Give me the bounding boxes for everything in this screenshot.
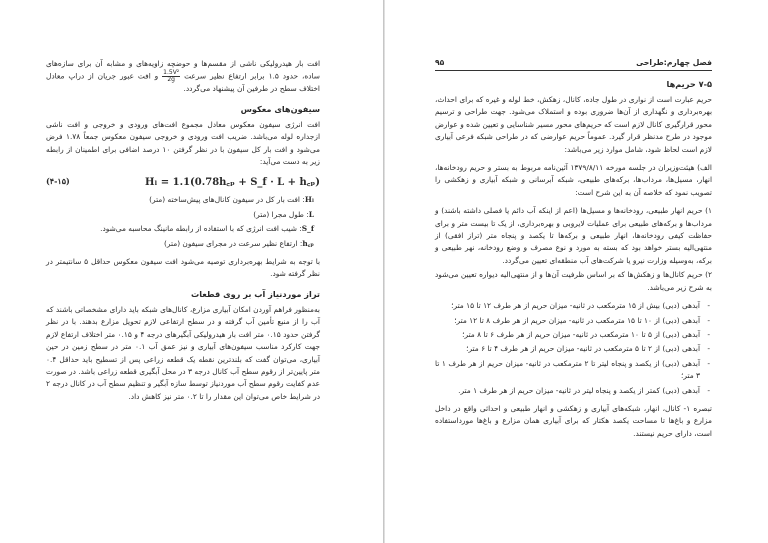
right-page bbox=[385, 0, 768, 543]
list-item: - آبدهی (دبی) از ۲ تا ۵ مترمکعب در ثانیه- میزان حریم از هر طرف ۴ تا ۶ متر؛ bbox=[435, 343, 712, 355]
left-intro bbox=[46, 58, 320, 96]
running-header bbox=[435, 58, 712, 71]
water-level-heading: تراز موردنیاز آب بر روی قطعات bbox=[190, 288, 320, 299]
list-item: ۱) حریم انهار طبیعی، رودخانه‌ها و مسیل‌ها (اعم از اینکه آب دائم یا فصلی داشته باشند) و مرداب‌ها و برکه‌های طبیعی برای عملیات لایروبی و بهره‌برداری، از یک تا بیست متر و برای حفاظت کیفی رودخانه‌ها، انهار طبیعی و برکه‌ها تا یکصد و پنجاه متر (تراز افقی) از منتهی‌الیه بستر خواهد بود که بسته به مورد و نوع مصرف و وضع رودخانه، نهر طبیعی و برکه، به‌وسیله وزارت نیرو یا شرکت‌های آب منطقه‌ای تعیین می‌گردد. bbox=[435, 206, 712, 265]
list-item: - آبدهی (دبی) از یکصد و پنجاه لیتر تا ۲ مترمکعب در ثانیه- میزان حریم از هر طرف ۱ تا ۳ متر؛ bbox=[435, 358, 712, 383]
page-number: ۹۵ bbox=[435, 58, 445, 67]
fraction-denominator: 2g bbox=[167, 76, 175, 84]
definition-symbol: L bbox=[308, 209, 314, 219]
siphon-note: با توجه به شرایط بهره‌برداری توصیه می‌شود افت سیفون معکوس حداقل ۵ سانتیمتر در نظر گرفته شود. bbox=[46, 257, 320, 279]
definition-text: : ارتفاع نظیر سرعت در مجرای سیفون (متر) bbox=[164, 238, 303, 248]
siphon-heading: سیفون‌های معکوس bbox=[240, 103, 320, 114]
definition-symbol: Hₗ bbox=[304, 195, 314, 205]
paragraph-alef: الف) هیئت‌وزیران در جلسه مورخه ۱۳۷۹/۸/۱۱ آئین‌نامه مربوط به بستر و حریم رودخانه‌ها، انهار، مسیل‌ها، مرداب‌ها، برکه‌های طبیعی، شبکه آبرسانی و شبکه آبیاری و زهکشی را تصویب نمود که خلاصه آن به این شرح است: bbox=[435, 163, 712, 197]
section-heading: ۷-۵ حریم‌ها bbox=[666, 79, 712, 89]
list-item: - آبدهی (دبی) از ۵ تا ۱۰ مترمکعب در ثانیه- میزان حریم از هر طرف ۶ تا ۸ متر؛ bbox=[435, 329, 712, 341]
definition-symbol: h꜀ₚ bbox=[302, 238, 314, 248]
water-level-paragraph: به‌منظور فراهم آوردن امکان آبیاری مزارع، کانال‌های شبکه باید دارای مشخصاتی باشند که آب را از منبع تأمین آب گرفته و در سطح ارتفاعی لازم تحویل مزارع بدهند. با در نظر گرفتن حدود ۰.۱۵ متر افت بار هیدرولیکی آبگیرهای درجه ۴ و ۰.۱۵ متر اختلاف ارتفاع لازم جهت کارکرد مناسب سیفون‌های آبیاری و نیز عمق آب ۰.۱ متر در سطح زمین در حین آبیاری، می‌توان گفت که بلندترین نقطه یک قطعه زراعی پس از تسطیح باید حداقل ۰.۴ متر پایین‌تر از رقوم سطح آب کانال درجه ۳ در محل آبگیری قطعه زراعی باشد. در صورت عدم کفایت رقوم سطح آب موردنیاز توسط سازه آبگیر و تنظیم سطح آب در کانال درجه ۲ در شرایط خاص می‌توان این مقدار را تا ۰.۲ متر نیز کاهش داد. bbox=[46, 304, 320, 401]
definition-text: : شیب افت انرژی که با استفاده از رابطه مانینگ محاسبه می‌شود. bbox=[100, 224, 302, 234]
left-intro-text: افت بار هیدرولیکی ناشی از مقسم‌ها و حوضچه زاویه‌های و مشابه آن برای سازه‌های ساده، حدود ۱.۵ برابر ارتفاع نظیر سرعت bbox=[46, 59, 320, 81]
definition-l bbox=[46, 209, 320, 221]
formula-definitions bbox=[46, 194, 320, 250]
definition-text: : افت بار کل در سیفون کانال‌های پیش‌ساخته (متر) bbox=[149, 195, 305, 205]
siphon-paragraph: افت انرژی سیفون معکوس معادل مجموع افت‌های ورودی و خروجی و افت ناشی ازجداره لوله می‌باشد. ضریب افت ورودی و خروجی سیفون معکوس جمعاً ۱.۷۸ فرض می‌شود و افت بار کل سیفون با در نظر گرفتن ۱۰ درصد اضافی برای اطمینان از رابطه زیر به دست می‌آید: bbox=[46, 119, 320, 167]
formula-number: (۴-۱۵) bbox=[46, 176, 70, 187]
left-intro-tail: و افت عبور جریان از دراپ معادل اختلاف سطح در طرفین آن پیشنهاد می‌گردد. bbox=[46, 71, 320, 94]
list-item: ۲) حریم کانال‌ها و زهکش‌ها که بر اساس ظرفیت آن‌ها و از منتهی‌الیه دیواره تعیین می‌شود به شرح زیر می‌باشد. bbox=[435, 270, 712, 292]
velocity-head-fraction bbox=[162, 70, 180, 83]
siphon-formula bbox=[46, 174, 320, 188]
note-1: تبصره ۱- کانال، انهار، شبکه‌های آبیاری و زهکشی و انهار طبیعی و احداثی واقع در داخل مزارع و باغ‌ها تا مساحت یکصد هکتار که برای آبیاری همان مزارع و باغ‌ها مورداستفاده است، دارای حریم نیستند. bbox=[435, 403, 712, 438]
definition-hvp bbox=[46, 238, 320, 250]
definition-sf bbox=[46, 223, 320, 235]
list-item: - آبدهی (دبی) کمتر از یکصد و پنجاه لیتر در ثانیه- میزان حریم از هر طرف ۱ متر. bbox=[435, 385, 712, 397]
chapter-title: فصل چهارم:طراحی bbox=[636, 58, 712, 67]
section-intro: حریم عبارت است از نواری در طول جاده، کانال، زهکش، خط لوله و غیره که برای احداث، بهره‌برداری و نگهداری از آن‌ها ضروری بوده و استملاک می‌شود. جهت طراحی و ترسیم محور قرارگیری کانال لازم است که حریم‌های محور مسیر شناسایی و تعیین شده و عوارض موجود در طرح مدنظر قرار گیرد. عموماً حریم عوارضی که در طراحی شبکه فرعی آبیاری لازم است لحاظ شود، شامل موارد زیر می‌باشد: bbox=[435, 95, 712, 154]
formula-equation: Hₗ = 1.1(0.78h꜀ₚ + S_f · L + h꜀ₚ) bbox=[144, 177, 320, 189]
fraction-numerator: 1.5V² bbox=[163, 69, 180, 77]
definition-hl bbox=[46, 194, 320, 206]
definition-text: : طول مجرا (متر) bbox=[253, 209, 309, 219]
list-item: - آبدهی (دبی) بیش از ۱۵ مترمکعب در ثانیه- میزان حریم از هر طرف ۱۲ تا ۱۵ متر؛ bbox=[435, 300, 712, 312]
canal-buffer-list bbox=[435, 300, 712, 397]
regulation-list bbox=[435, 205, 712, 294]
list-item: - آبدهی (دبی) از ۱۰ تا ۱۵ مترمکعب در ثانیه- میزان حریم از هر طرف ۸ تا ۱۲ متر؛ bbox=[435, 315, 712, 327]
definition-symbol: S_f bbox=[301, 224, 314, 234]
